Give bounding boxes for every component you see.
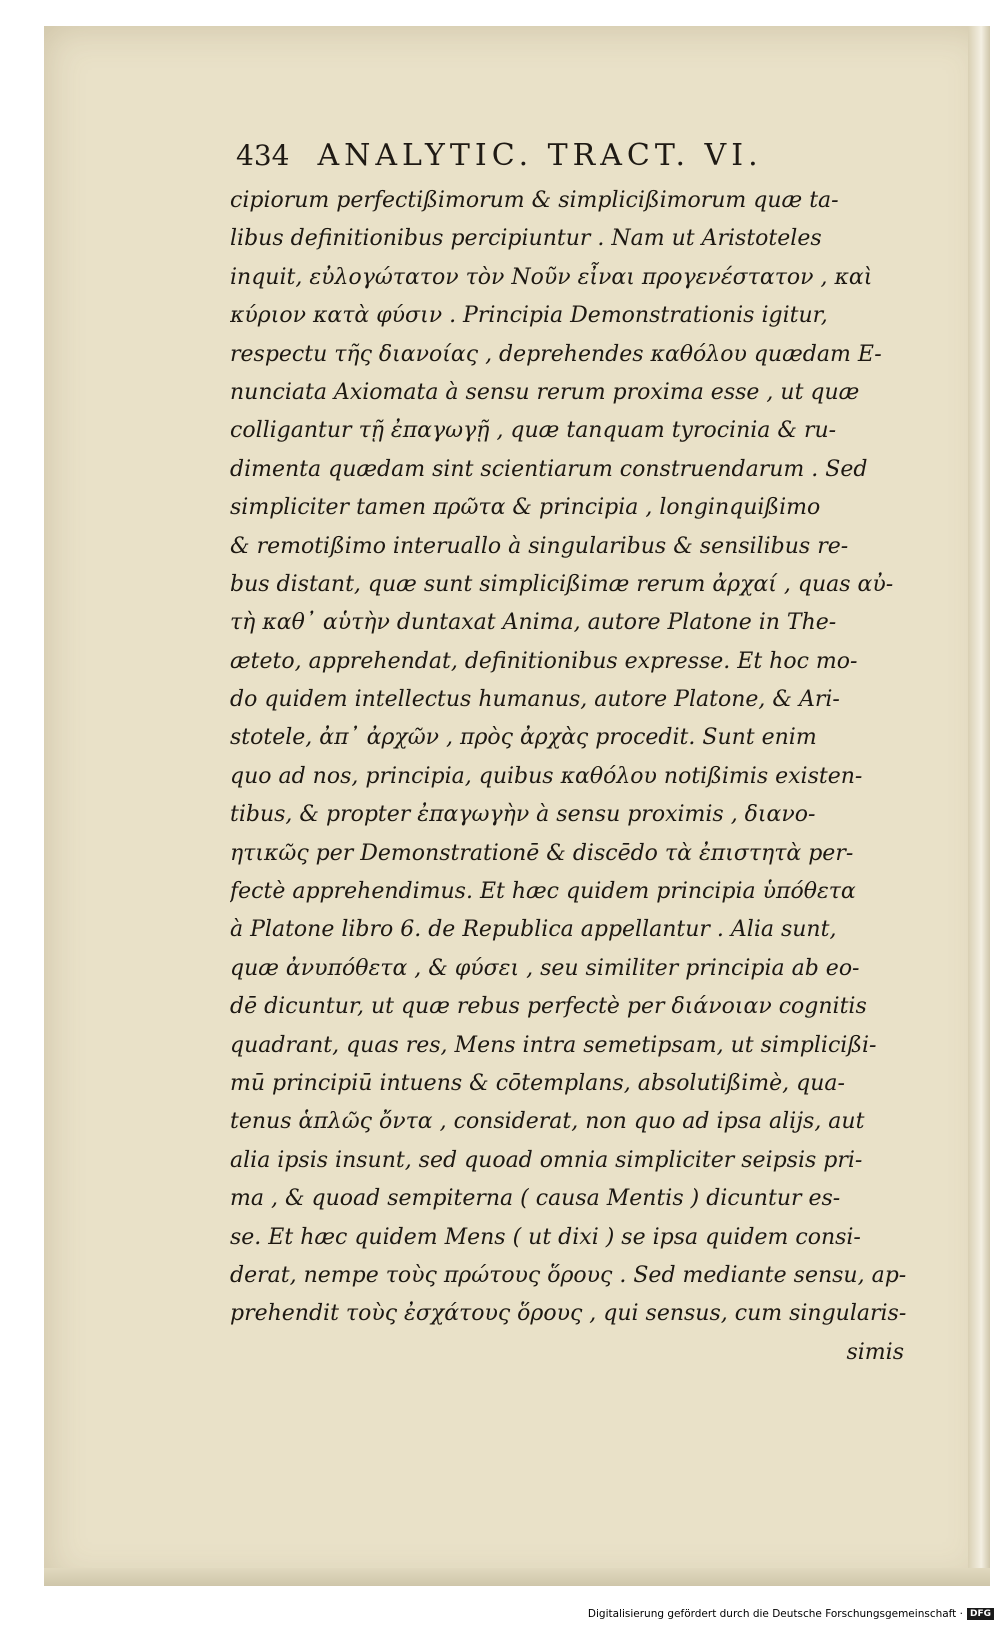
- text-line: dē dicuntur, ut quæ rebus perfectè per διάνοιαν cognitis: [230, 994, 867, 1020]
- text-line: colligantur τῇ ἐπαγωγῇ , quæ tanquam tyrocinia & ru-: [230, 418, 837, 444]
- text-line: nunciata Axiomata à sensu rerum proxima esse , ut quæ: [230, 379, 860, 405]
- body-text: [230, 182, 910, 1372]
- text-line: æteto, apprehendat, definitionibus expresse. Et hoc mo-: [230, 648, 858, 674]
- text-line: cipiorum perfectißimorum & simplicißimorum quæ ta-: [230, 188, 839, 213]
- running-head: [236, 138, 876, 178]
- text-line: quæ ἀνυπόθετα , & φύσει , seu similiter principia ab eo-: [230, 955, 860, 981]
- text-line: tenus ἁπλῶς ὄντα , considerat, non quo ad ipsa alijs, aut: [230, 1109, 865, 1135]
- text-line: tibus, & propter ἐπαγωγὴν à sensu proximis , διανο-: [230, 802, 816, 828]
- page-edge-right: [968, 26, 990, 1586]
- text-line: quadrant, quas res, Mens intra semetipsam, ut simplicißi-: [230, 1032, 877, 1058]
- text-line: ma , & quoad sempiterna ( causa Mentis ) dicuntur es-: [230, 1186, 841, 1212]
- text-line: prehendit τοὺς ἐσχάτους ὅρους , qui sensus, cum singularis-: [230, 1301, 907, 1327]
- text-line: se. Et hæc quidem Mens ( ut dixi ) se ipsa quidem consi-: [230, 1224, 861, 1250]
- text-line: ητικῶς per Demonstrationē & discēdo τὰ ἐπιστητὰ per-: [230, 840, 854, 866]
- text-line: inquit, εὐλογώτατον τὸν Νοῦν εἶναι προγενέστατον , καὶ: [230, 264, 873, 290]
- running-title: ANALYTIC. TRACT. VI.: [317, 138, 763, 173]
- text-line: derat, nempe τοὺς πρώτους ὅρους . Sed mediante sensu, ap-: [230, 1262, 907, 1288]
- text-line: do quidem intellectus humanus, autore Platone, & Ari-: [230, 687, 840, 713]
- text-line: stotele, ἀπ᾽ ἀρχῶν , πρὸς ἀρχὰς procedit. Sunt enim: [230, 725, 817, 751]
- text-line: dimenta quædam sint scientiarum construendarum . Sed: [230, 456, 868, 482]
- text-line: κύριον κατὰ φύσιν . Principia Demonstrationis igitur,: [230, 303, 828, 329]
- text-line: fectè apprehendimus. Et hæc quidem principia ὑπόθετα: [230, 879, 856, 905]
- text-line: & remotißimo interuallo à singularibus & sensilibus re-: [230, 533, 849, 559]
- text-line: τὴ καθ᾽ αὑτὴν duntaxat Anima, autore Platone in The-: [230, 610, 837, 636]
- page-edge-bottom: [44, 1568, 990, 1586]
- text-line: quo ad nos, principia, quibus καθόλου notißimis existen-: [230, 763, 863, 789]
- credit-text: Digitalisierung gefördert durch die Deutsche Forschungsgemeinschaft ·: [587, 1608, 963, 1620]
- digitization-credit: [560, 1602, 1000, 1626]
- page-number: 434: [236, 139, 290, 172]
- dfg-logo: DFG: [967, 1608, 994, 1620]
- catchword: simis: [846, 1339, 904, 1365]
- text-line: mū principiū intuens & cōtemplans, absolutißimè, qua-: [230, 1070, 845, 1096]
- text-line: à Platone libro 6. de Republica appellantur . Alia sunt,: [230, 917, 837, 943]
- text-line: alia ipsis insunt, sed quoad omnia simpliciter seipsis pri-: [230, 1147, 863, 1173]
- text-line: respectu τῆς διανοίας , deprehendes καθόλου quædam E-: [230, 341, 882, 367]
- text-line: bus distant, quæ sunt simplicißimæ rerum ἀρχαί , quas αὐ-: [230, 571, 894, 597]
- text-line: libus definitionibus percipiuntur . Nam ut Aristoteles: [230, 226, 822, 252]
- text-line: simpliciter tamen πρῶτα & principia , longinquißimo: [230, 495, 821, 521]
